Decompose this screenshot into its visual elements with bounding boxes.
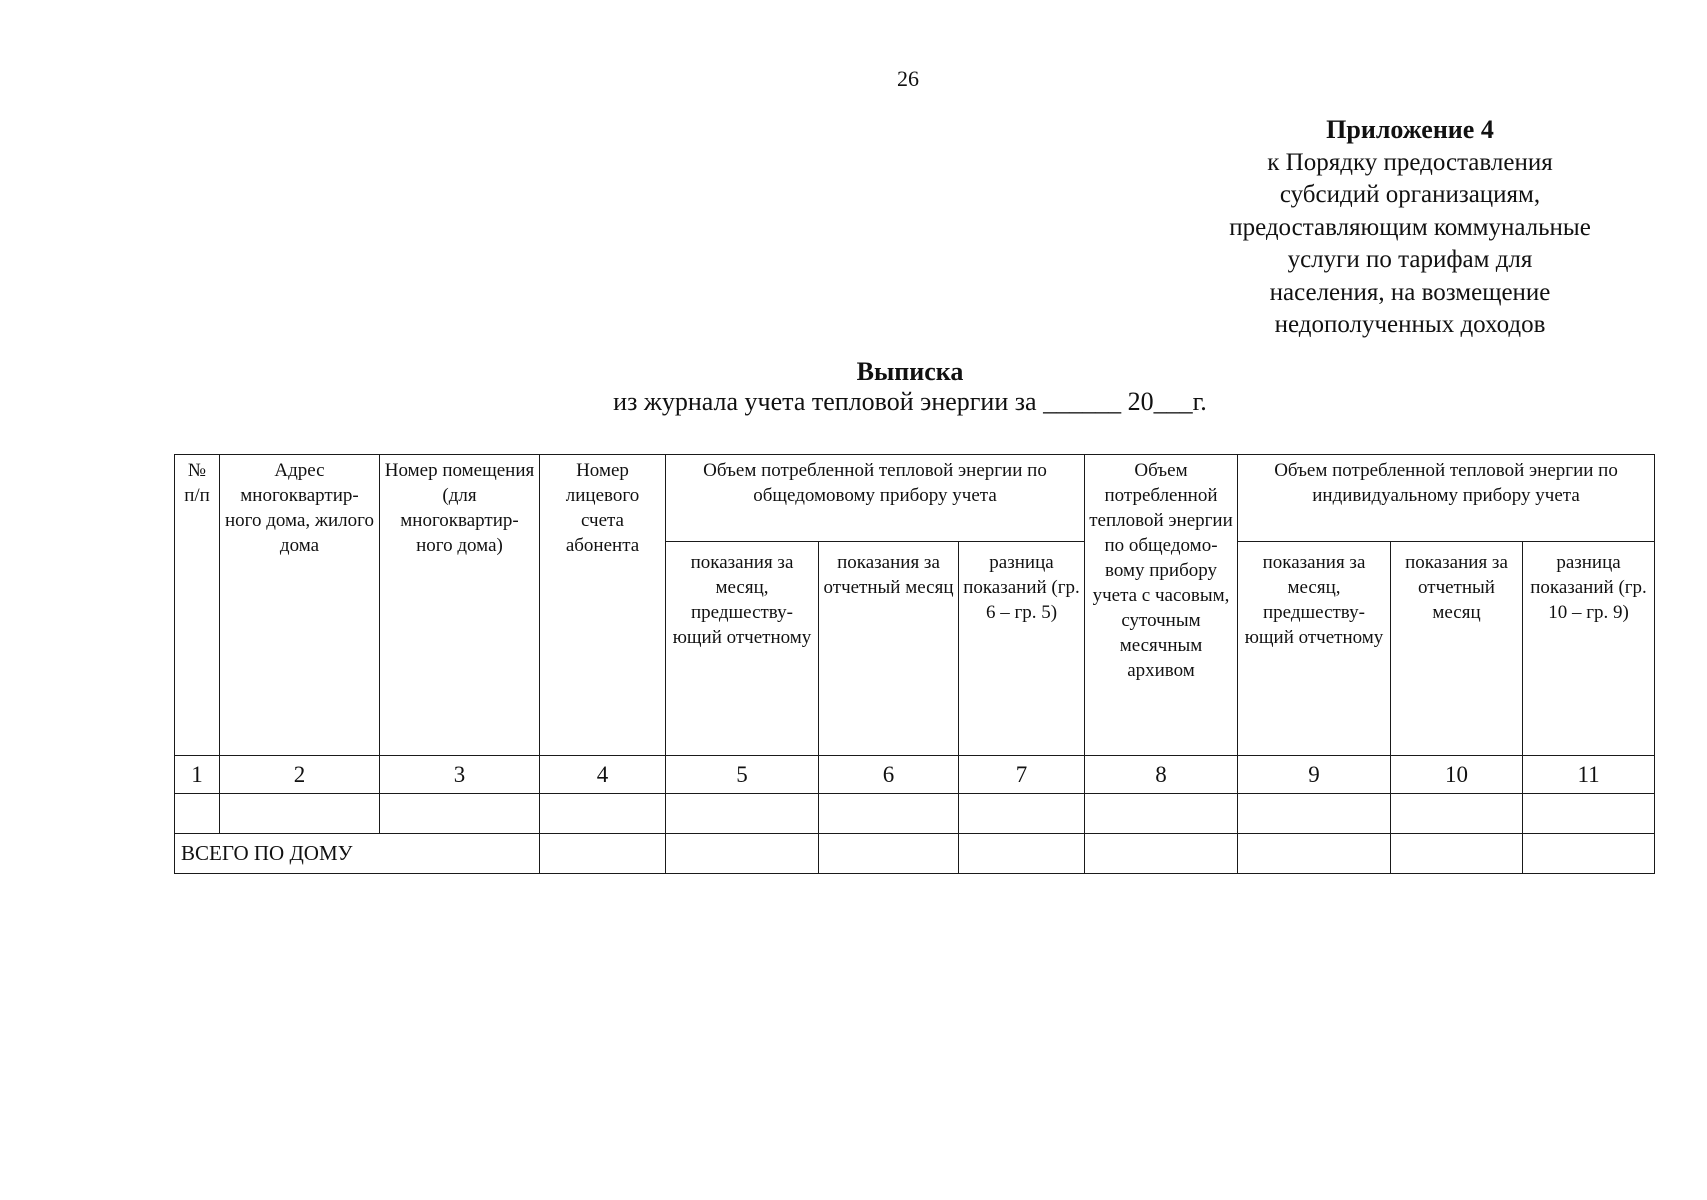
- heat-energy-journal-table: [174, 454, 1655, 874]
- column-number: 8: [1085, 756, 1238, 794]
- appendix-line: к Порядку предоставления: [1267, 148, 1553, 176]
- column-number: 7: [959, 756, 1085, 794]
- empty-cell[interactable]: [175, 794, 220, 834]
- empty-cell[interactable]: [1085, 794, 1238, 834]
- page-number: 26: [897, 66, 919, 91]
- header-group-common-meter: Объем потребленной тепловой энергии по общедомовому прибору учета: [666, 455, 1085, 542]
- empty-cell[interactable]: [666, 834, 819, 874]
- empty-cell[interactable]: [380, 794, 540, 834]
- total-label: ВСЕГО ПО ДОМУ: [175, 834, 540, 874]
- empty-cell[interactable]: [1523, 834, 1655, 874]
- extract-subtitle: из журнала учета тепловой энергии за ______ 20___г.: [613, 387, 1207, 416]
- header-row-top: [175, 455, 1655, 542]
- column-number: 10: [1391, 756, 1523, 794]
- header-cell-ind-prev-month: показания за месяц, предшеству-ющий отчетному: [1238, 542, 1391, 756]
- header-cell-ind-difference: разница показаний (гр. 10 – гр. 9): [1523, 542, 1655, 756]
- header-cell-number: № п/п: [175, 455, 220, 756]
- appendix-line: населения, на возмещение: [1269, 278, 1551, 306]
- column-number: 4: [540, 756, 666, 794]
- empty-cell[interactable]: [819, 834, 959, 874]
- column-number: 2: [220, 756, 380, 794]
- appendix-block: [1160, 114, 1660, 342]
- table-row: [175, 794, 1655, 834]
- empty-cell[interactable]: [1238, 834, 1391, 874]
- column-number: 1: [175, 756, 220, 794]
- appendix-line: предоставляющим коммунальные: [1229, 213, 1591, 241]
- column-number: 6: [819, 756, 959, 794]
- column-number: 5: [666, 756, 819, 794]
- column-number: 9: [1238, 756, 1391, 794]
- empty-cell[interactable]: [540, 834, 666, 874]
- header-cell-archive-volume: Объем потребленной тепловой энергии по общедомо-вому прибору учета с часовым, суточным месячным архивом: [1085, 455, 1238, 756]
- extract-title: Выписка: [856, 357, 964, 386]
- column-number: 3: [380, 756, 540, 794]
- header-cell-difference: разница показаний (гр. 6 – гр. 5): [959, 542, 1085, 756]
- header-cell-prev-month: показания за месяц, предшеству-ющий отчетному: [666, 542, 819, 756]
- empty-cell[interactable]: [540, 794, 666, 834]
- total-row: [175, 834, 1655, 874]
- empty-cell[interactable]: [959, 794, 1085, 834]
- header-cell-report-month: показания за отчетный месяц: [819, 542, 959, 756]
- empty-cell[interactable]: [1085, 834, 1238, 874]
- empty-cell[interactable]: [1523, 794, 1655, 834]
- appendix-line: субсидий организациям,: [1279, 181, 1541, 208]
- column-number-row: [175, 756, 1655, 794]
- header-cell-ind-report-month: показания за отчетный месяц: [1391, 542, 1523, 756]
- column-number: 11: [1523, 756, 1655, 794]
- appendix-line: услуги по тарифам для: [1287, 246, 1533, 273]
- appendix-line: недополученных доходов: [1274, 311, 1546, 338]
- empty-cell[interactable]: [1238, 794, 1391, 834]
- empty-cell[interactable]: [666, 794, 819, 834]
- header-group-individual-meter: Объем потребленной тепловой энергии по индивидуальному прибору учета: [1238, 455, 1655, 542]
- empty-cell[interactable]: [220, 794, 380, 834]
- empty-cell[interactable]: [819, 794, 959, 834]
- empty-cell[interactable]: [959, 834, 1085, 874]
- header-cell-room-number: Номер помещения (для многоквартир-ного дома): [380, 455, 540, 756]
- header-cell-address: Адрес многоквартир-ного дома, жилого дома: [220, 455, 380, 756]
- header-cell-account-number: Номер лицевого счета абонента: [540, 455, 666, 756]
- empty-cell[interactable]: [1391, 794, 1523, 834]
- appendix-title: Приложение 4: [1326, 115, 1494, 144]
- empty-cell[interactable]: [1391, 834, 1523, 874]
